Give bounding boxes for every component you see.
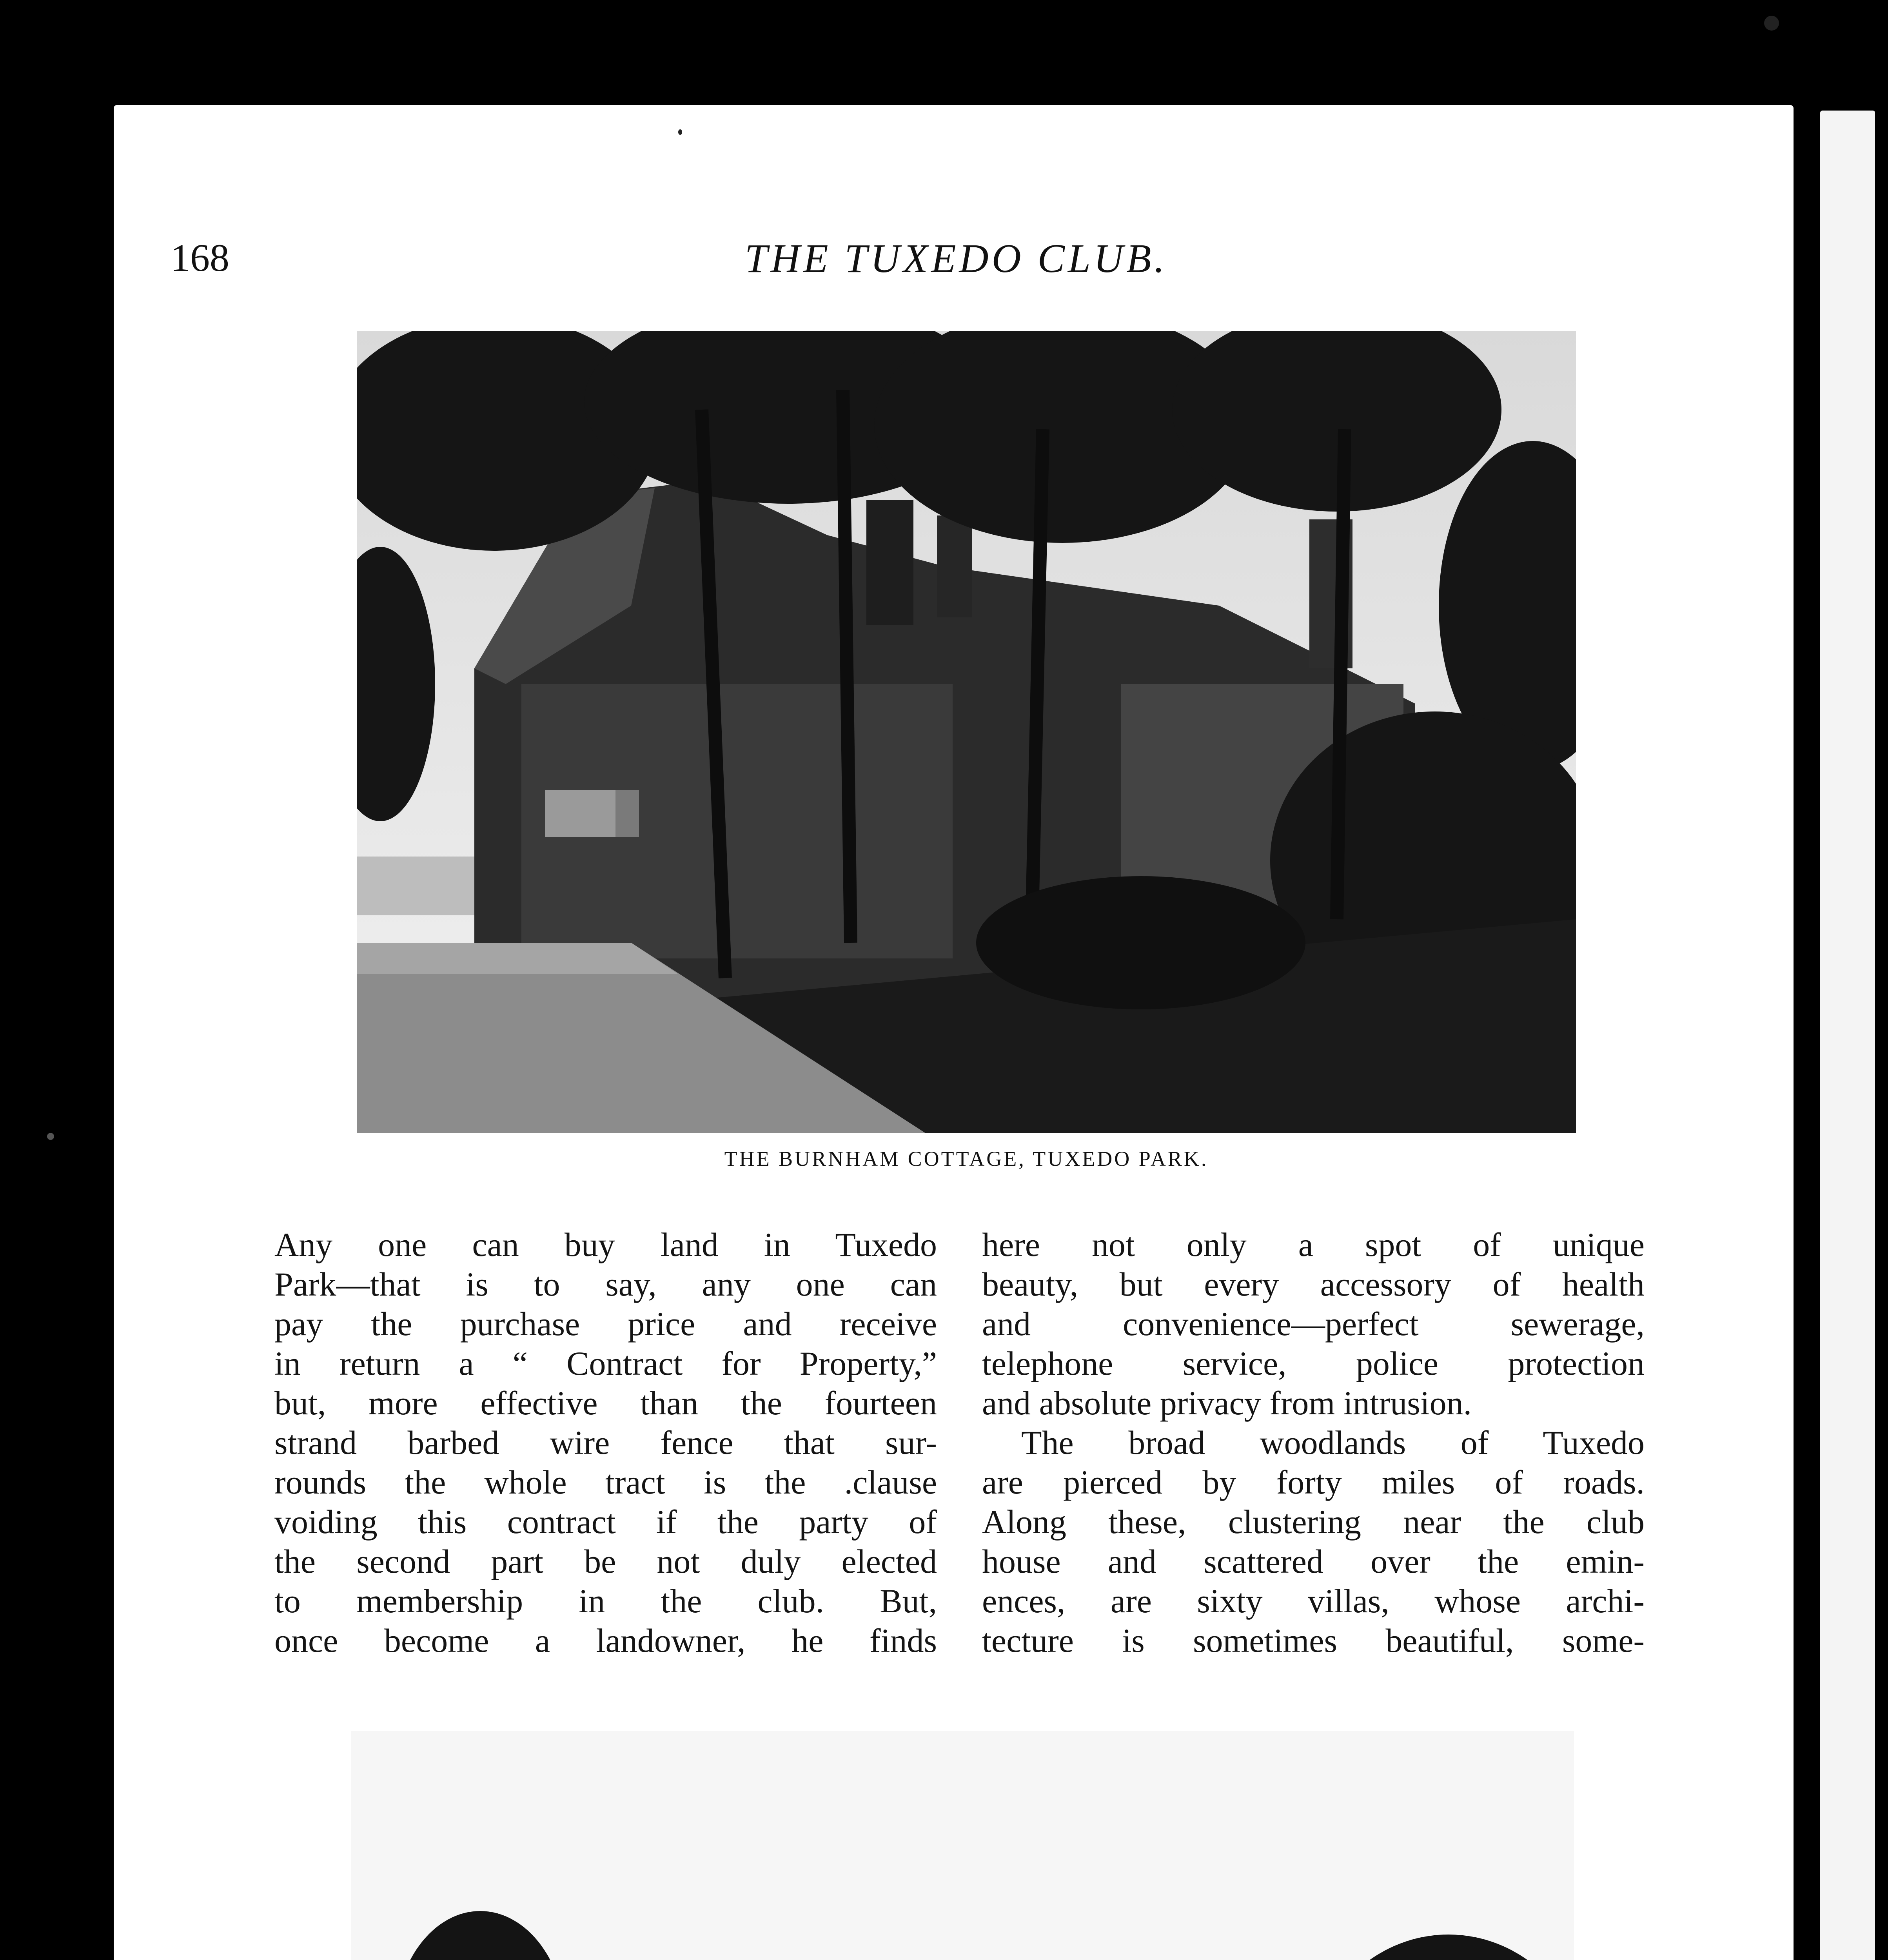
text-line: in return a “ Contract for Property,” — [274, 1345, 937, 1382]
text-line: Park—that is to say, any one can — [274, 1265, 937, 1303]
text-line: house and scattered over the emin- — [982, 1543, 1645, 1580]
text-line: to membership in the club. But, — [274, 1582, 937, 1620]
text-line: once become a landowner, he finds — [274, 1622, 937, 1659]
running-title: THE TUXEDO CLUB. — [745, 236, 1168, 281]
page-number: 168 — [171, 236, 229, 279]
left-text-column — [274, 1225, 937, 1661]
text-line: here not only a spot of unique — [982, 1226, 1645, 1263]
tuxedo-lake-photo — [351, 1731, 1574, 1960]
text-line: tecture is sometimes beautiful, some- — [982, 1622, 1645, 1659]
text-line: Along these, clustering near the club — [982, 1503, 1645, 1541]
text-line: The broad woodlands of Tuxedo — [1021, 1424, 1645, 1461]
top-photo-caption: THE BURNHAM COTTAGE, TUXEDO PARK. — [724, 1147, 1209, 1171]
text-line: rounds the whole tract is the .clause — [274, 1463, 937, 1501]
text-line: but, more effective than the fourteen — [274, 1384, 937, 1422]
burnham-cottage-photo — [357, 331, 1576, 1133]
text-line: pay the purchase price and receive — [274, 1305, 937, 1343]
text-line: ences, are sixty villas, whose archi- — [982, 1582, 1645, 1620]
right-text-column — [982, 1225, 1645, 1661]
text-line: Any one can buy land in Tuxedo — [274, 1226, 937, 1263]
text-line: and convenience—perfect sewerage, — [982, 1305, 1645, 1343]
adjacent-page-edge — [1820, 111, 1875, 1960]
text-line: and absolute privacy from intrusion. — [982, 1384, 1472, 1422]
text-line: strand barbed wire fence that sur- — [274, 1424, 937, 1461]
text-line: telephone service, police protection — [982, 1345, 1645, 1382]
scan-speck — [678, 129, 682, 135]
text-line: are pierced by forty miles of roads. — [982, 1463, 1645, 1501]
scan-speck — [47, 1133, 54, 1140]
text-line: the second part be not duly elected — [274, 1543, 937, 1580]
text-line: voiding this contract if the party of — [274, 1503, 937, 1541]
scan-speck — [1764, 16, 1779, 31]
text-line: beauty, but every accessory of health — [982, 1265, 1645, 1303]
